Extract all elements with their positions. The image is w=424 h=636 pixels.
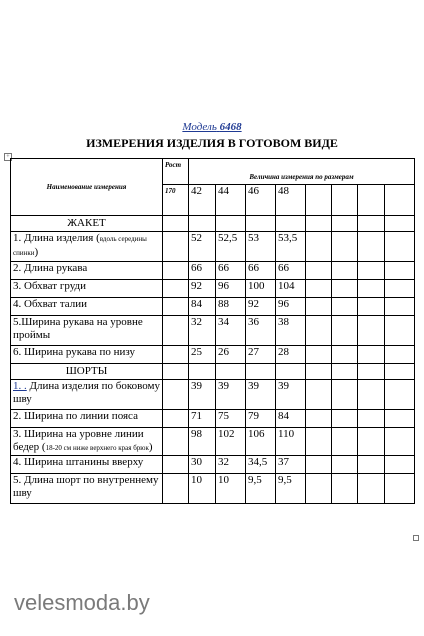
measurement-value: 84 bbox=[189, 298, 216, 316]
empty-cell bbox=[332, 232, 358, 262]
measurement-value: 32 bbox=[189, 316, 216, 346]
table-row bbox=[11, 232, 415, 262]
measurement-value: 34 bbox=[216, 316, 246, 346]
empty-cell bbox=[306, 185, 332, 216]
empty-cell bbox=[163, 316, 189, 346]
measurement-value: 9,5 bbox=[246, 474, 276, 504]
empty-cell bbox=[306, 216, 332, 232]
table-row bbox=[11, 346, 415, 364]
empty-cell bbox=[385, 474, 415, 504]
measurement-value: 52,5 bbox=[216, 232, 246, 262]
empty-cell bbox=[332, 364, 358, 380]
empty-cell bbox=[163, 232, 189, 262]
empty-cell bbox=[163, 216, 189, 232]
empty-cell bbox=[163, 346, 189, 364]
empty-cell bbox=[358, 364, 385, 380]
measurement-value: 92 bbox=[246, 298, 276, 316]
measurement-value: 96 bbox=[216, 280, 246, 298]
empty-cell bbox=[385, 346, 415, 364]
table-row bbox=[11, 410, 415, 428]
empty-cell bbox=[216, 364, 246, 380]
empty-cell bbox=[385, 185, 415, 216]
measurement-name bbox=[11, 262, 163, 280]
measurement-value: 66 bbox=[189, 262, 216, 280]
empty-cell bbox=[332, 410, 358, 428]
measurement-value: 79 bbox=[246, 410, 276, 428]
measurement-name bbox=[11, 316, 163, 346]
measurement-value: 26 bbox=[216, 346, 246, 364]
measurement-value: 39 bbox=[189, 380, 216, 410]
table-row bbox=[11, 298, 415, 316]
measurement-label: 1. Длина изделия ( bbox=[13, 232, 100, 244]
empty-cell bbox=[332, 380, 358, 410]
empty-cell bbox=[358, 280, 385, 298]
measurement-value: 66 bbox=[276, 262, 306, 280]
measurement-value: 88 bbox=[216, 298, 246, 316]
table-row bbox=[11, 262, 415, 280]
empty-cell bbox=[306, 364, 332, 380]
empty-cell bbox=[306, 410, 332, 428]
measurement-name bbox=[11, 474, 163, 504]
empty-cell bbox=[306, 346, 332, 364]
empty-cell bbox=[332, 262, 358, 280]
empty-cell bbox=[306, 428, 332, 456]
empty-cell bbox=[332, 456, 358, 474]
empty-cell bbox=[358, 316, 385, 346]
measurement-label: 4. Ширина штанины вверху bbox=[13, 456, 144, 468]
empty-cell bbox=[385, 232, 415, 262]
move-anchor-icon[interactable]: + bbox=[4, 153, 12, 161]
measurement-value: 36 bbox=[246, 316, 276, 346]
measurement-value: 92 bbox=[189, 280, 216, 298]
measurement-name bbox=[11, 298, 163, 316]
measurement-label-end: ) bbox=[148, 441, 153, 453]
measurements-table bbox=[10, 158, 415, 504]
item-link[interactable]: 1. . bbox=[13, 380, 27, 392]
empty-cell bbox=[385, 428, 415, 456]
empty-cell bbox=[332, 280, 358, 298]
empty-cell bbox=[385, 364, 415, 380]
measurement-name bbox=[11, 346, 163, 364]
measurement-value: 84 bbox=[276, 410, 306, 428]
empty-cell bbox=[163, 380, 189, 410]
empty-cell bbox=[385, 410, 415, 428]
measurement-label: 5. Длина шорт по внутреннему шву bbox=[13, 474, 159, 499]
empty-cell bbox=[246, 216, 276, 232]
size-header: 46 bbox=[246, 185, 276, 216]
table-row bbox=[11, 428, 415, 456]
measurement-value: 28 bbox=[276, 346, 306, 364]
measurement-value: 98 bbox=[189, 428, 216, 456]
section-title: ШОРТЫ bbox=[11, 364, 163, 380]
empty-cell bbox=[332, 298, 358, 316]
measurement-value: 30 bbox=[189, 456, 216, 474]
empty-cell bbox=[358, 216, 385, 232]
measurement-label-end: ) bbox=[34, 246, 39, 258]
empty-cell bbox=[246, 364, 276, 380]
measurement-name bbox=[11, 232, 163, 262]
empty-cell bbox=[332, 346, 358, 364]
size-header: 44 bbox=[216, 185, 246, 216]
empty-cell bbox=[332, 216, 358, 232]
measurement-name bbox=[11, 410, 163, 428]
measurement-value: 75 bbox=[216, 410, 246, 428]
resize-handle-icon[interactable] bbox=[413, 535, 419, 541]
empty-cell bbox=[358, 185, 385, 216]
empty-cell bbox=[163, 456, 189, 474]
measurement-value: 71 bbox=[189, 410, 216, 428]
measurement-note: 18-20 см ниже верхнего края брюк bbox=[45, 444, 149, 452]
measure-header: Величина измерения по размерам bbox=[189, 159, 415, 185]
empty-cell bbox=[358, 380, 385, 410]
empty-cell bbox=[332, 316, 358, 346]
col-name-header: Наименование измерения bbox=[11, 159, 163, 216]
model-label: Модель bbox=[182, 121, 217, 133]
measurement-value: 110 bbox=[276, 428, 306, 456]
model-number: 6468 bbox=[219, 121, 242, 133]
empty-cell bbox=[332, 474, 358, 504]
measurement-value: 34,5 bbox=[246, 456, 276, 474]
measurement-value: 10 bbox=[216, 474, 246, 504]
measurement-value: 100 bbox=[246, 280, 276, 298]
measurement-name bbox=[11, 280, 163, 298]
measurement-label: 4. Обхват талии bbox=[13, 298, 88, 310]
section-title: ЖАКЕТ bbox=[11, 216, 163, 232]
measurement-value: 37 bbox=[276, 456, 306, 474]
measurement-label: Длина изделия по боковому шву bbox=[13, 380, 160, 405]
empty-cell bbox=[385, 380, 415, 410]
empty-cell bbox=[306, 298, 332, 316]
watermark: velesmoda.by bbox=[14, 590, 150, 615]
measurement-value: 53,5 bbox=[276, 232, 306, 262]
empty-cell bbox=[216, 216, 246, 232]
measurement-value: 32 bbox=[216, 456, 246, 474]
measurement-value: 66 bbox=[246, 262, 276, 280]
measurement-value: 39 bbox=[246, 380, 276, 410]
table-row bbox=[11, 474, 415, 504]
empty-cell bbox=[306, 262, 332, 280]
empty-cell bbox=[189, 216, 216, 232]
empty-cell bbox=[163, 262, 189, 280]
size-header: 42 bbox=[189, 185, 216, 216]
measurement-label: 5.Ширина рукава на уровне проймы bbox=[13, 316, 143, 341]
rost-value: 170 bbox=[163, 185, 189, 216]
measurement-value: 96 bbox=[276, 298, 306, 316]
empty-cell bbox=[306, 456, 332, 474]
measurement-value: 9,5 bbox=[276, 474, 306, 504]
measurement-value: 39 bbox=[276, 380, 306, 410]
size-header: 48 bbox=[276, 185, 306, 216]
measurement-value: 25 bbox=[189, 346, 216, 364]
empty-cell bbox=[163, 280, 189, 298]
empty-cell bbox=[385, 456, 415, 474]
empty-cell bbox=[306, 232, 332, 262]
measurement-value: 53 bbox=[246, 232, 276, 262]
measurement-name bbox=[11, 456, 163, 474]
measurement-value: 106 bbox=[246, 428, 276, 456]
empty-cell bbox=[358, 232, 385, 262]
empty-cell bbox=[306, 380, 332, 410]
table-row bbox=[11, 380, 415, 410]
measurement-label: 3. Ширина на уровне линии бедер ( bbox=[13, 428, 144, 453]
measurement-label: 3. Обхват груди bbox=[13, 280, 86, 292]
empty-cell bbox=[385, 262, 415, 280]
empty-cell bbox=[332, 428, 358, 456]
measurement-value: 27 bbox=[246, 346, 276, 364]
measurement-label: 2. Длина рукава bbox=[13, 262, 88, 274]
measurement-value: 52 bbox=[189, 232, 216, 262]
empty-cell bbox=[189, 364, 216, 380]
empty-cell bbox=[163, 298, 189, 316]
empty-cell bbox=[385, 298, 415, 316]
measurement-value: 38 bbox=[276, 316, 306, 346]
measurement-value: 39 bbox=[216, 380, 246, 410]
empty-cell bbox=[385, 316, 415, 346]
empty-cell bbox=[163, 410, 189, 428]
empty-cell bbox=[276, 216, 306, 232]
empty-cell bbox=[163, 364, 189, 380]
measurement-value: 66 bbox=[216, 262, 246, 280]
empty-cell bbox=[332, 185, 358, 216]
measurement-name bbox=[11, 380, 163, 410]
rost-label: Рост bbox=[163, 159, 189, 185]
empty-cell bbox=[276, 364, 306, 380]
measurement-note: вдоль середины спинки bbox=[13, 235, 147, 257]
measurement-label: 2. Ширина по линии пояса bbox=[13, 410, 138, 422]
empty-cell bbox=[358, 474, 385, 504]
table-row bbox=[11, 456, 415, 474]
page-title: ИЗМЕРЕНИЯ ИЗДЕЛИЯ В ГОТОВОМ ВИДЕ bbox=[86, 136, 338, 150]
measurement-label: 6. Ширина рукава по низу bbox=[13, 346, 136, 358]
empty-cell bbox=[306, 280, 332, 298]
measurement-name bbox=[11, 428, 163, 456]
empty-cell bbox=[385, 216, 415, 232]
model-title bbox=[0, 121, 424, 133]
empty-cell bbox=[163, 428, 189, 456]
empty-cell bbox=[163, 474, 189, 504]
table-row bbox=[11, 280, 415, 298]
measurement-value: 102 bbox=[216, 428, 246, 456]
empty-cell bbox=[306, 474, 332, 504]
empty-cell bbox=[385, 280, 415, 298]
empty-cell bbox=[358, 346, 385, 364]
empty-cell bbox=[306, 316, 332, 346]
table-row bbox=[11, 316, 415, 346]
measurement-value: 10 bbox=[189, 474, 216, 504]
empty-cell bbox=[358, 410, 385, 428]
empty-cell bbox=[358, 298, 385, 316]
empty-cell bbox=[358, 262, 385, 280]
measurement-value: 104 bbox=[276, 280, 306, 298]
empty-cell bbox=[358, 456, 385, 474]
empty-cell bbox=[358, 428, 385, 456]
